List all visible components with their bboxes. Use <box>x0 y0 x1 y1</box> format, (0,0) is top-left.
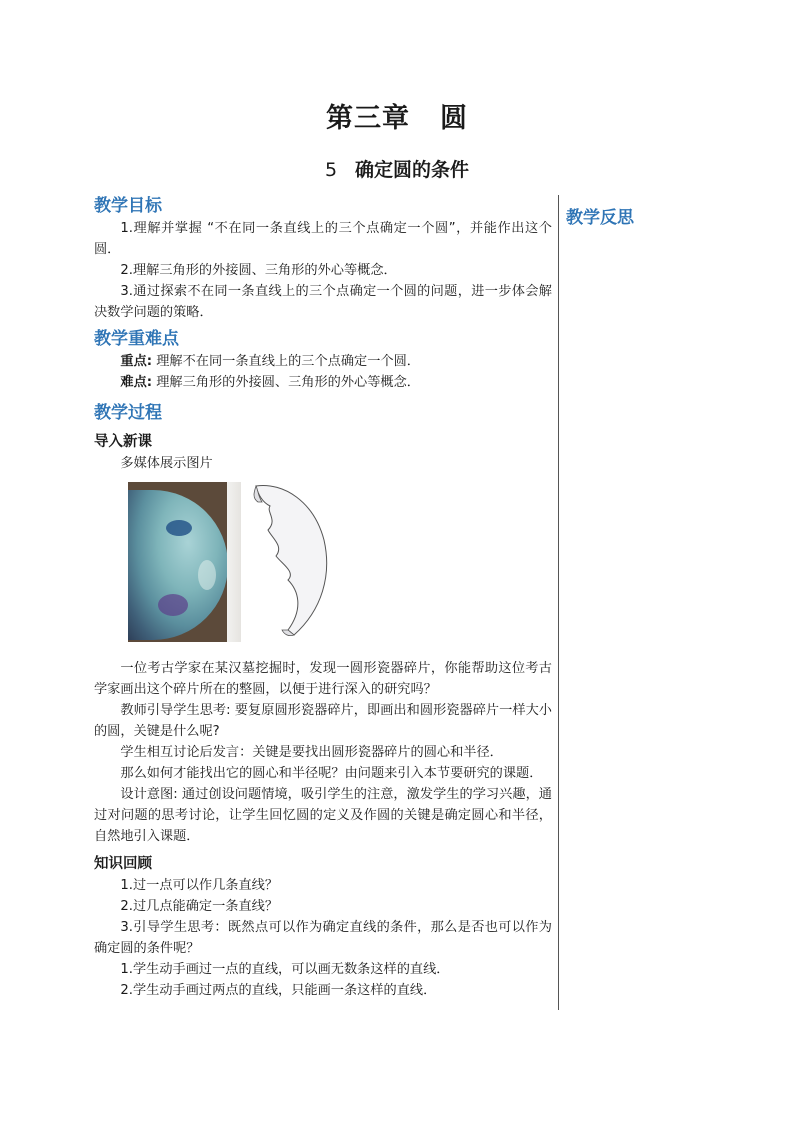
intro-paragraph: 那么如何才能找出它的圆心和半径呢？由问题来引入本节要研究的课题． <box>120 766 543 781</box>
goal-item: 1.理解并掌握 “不在同一条直线上的三个点确定一个圆”，并能作出这个圆． <box>94 221 552 257</box>
lesson-title: 确定圆的条件 <box>355 159 470 181</box>
intro-paragraph: 学生相互讨论后发言：关键是要找出圆形瓷器碎片的圆心和半径． <box>120 745 503 760</box>
chapter-title: 圆 <box>440 103 468 134</box>
review-item: 1.过一点可以作几条直线？ <box>120 878 279 893</box>
reflection-title: 教学反思 <box>566 208 634 228</box>
review-item: 1.学生动手画过一点的直线，可以画无数条这样的直线． <box>120 962 450 977</box>
column-divider <box>558 195 559 1010</box>
difficult-point <box>94 372 552 393</box>
lesson-heading <box>0 155 794 182</box>
intro-paragraph: 一位考古学家在某汉墓挖掘时，发现一圆形瓷器碎片，你能帮助这位考古学家画出这个碎片所在的整圆，以便于进行深入的研究吗？ <box>94 661 552 697</box>
main-column <box>94 194 552 1001</box>
difficult-label: 难点: <box>120 375 153 390</box>
intro-lead: 多媒体展示图片 <box>120 456 213 471</box>
key-label: 重点: <box>120 354 153 369</box>
shard-figure <box>94 480 552 650</box>
key-text: 理解不在同一条直线上的三个点确定一个圆． <box>152 354 420 369</box>
goals-heading: 教学目标 <box>94 196 162 216</box>
shard-shape <box>128 490 228 640</box>
key-point <box>94 351 552 372</box>
intro-paragraph: 设计意图: 通过创设问题情境，吸引学生的注意，激发学生的学习兴趣，通过对问题的思考讨论，让学生回忆圆的定义及作圆的关键是确定圆心和半径，自然地引入课题． <box>94 787 552 844</box>
goal-item: 3.通过探索不在同一条直线上的三个点确定一个圆的问题，进一步体会解决数学问题的策略． <box>94 284 552 320</box>
difficult-text: 理解三角形的外接圆、三角形的外心等概念． <box>152 375 420 390</box>
chapter-heading <box>0 96 794 135</box>
lesson-number: 5 <box>324 159 338 181</box>
goal-item: 2.理解三角形的外接圆、三角形的外心等概念． <box>120 263 397 278</box>
process-heading: 教学过程 <box>94 403 162 423</box>
keypoints-heading: 教学重难点 <box>94 329 179 349</box>
intro-paragraph: 教师引导学生思考: 要复原圆形瓷器碎片，即画出和圆形瓷器碎片一样大小的圆，关键是什么呢? <box>94 703 552 739</box>
porcelain-shard-photo <box>128 482 241 642</box>
review-item: 2.学生动手画过两点的直线，只能画一条这样的直线． <box>120 983 437 998</box>
chapter-number: 第三章 <box>326 103 410 134</box>
review-item: 2.过几点能确定一条直线？ <box>120 899 279 914</box>
intro-heading: 导入新课 <box>94 434 152 450</box>
review-item: 3.引导学生思考：既然点可以作为确定直线的条件，那么是否也可以作为确定圆的条件呢？ <box>94 920 552 956</box>
review-heading: 知识回顾 <box>94 856 152 872</box>
shard-sketch <box>244 480 334 640</box>
